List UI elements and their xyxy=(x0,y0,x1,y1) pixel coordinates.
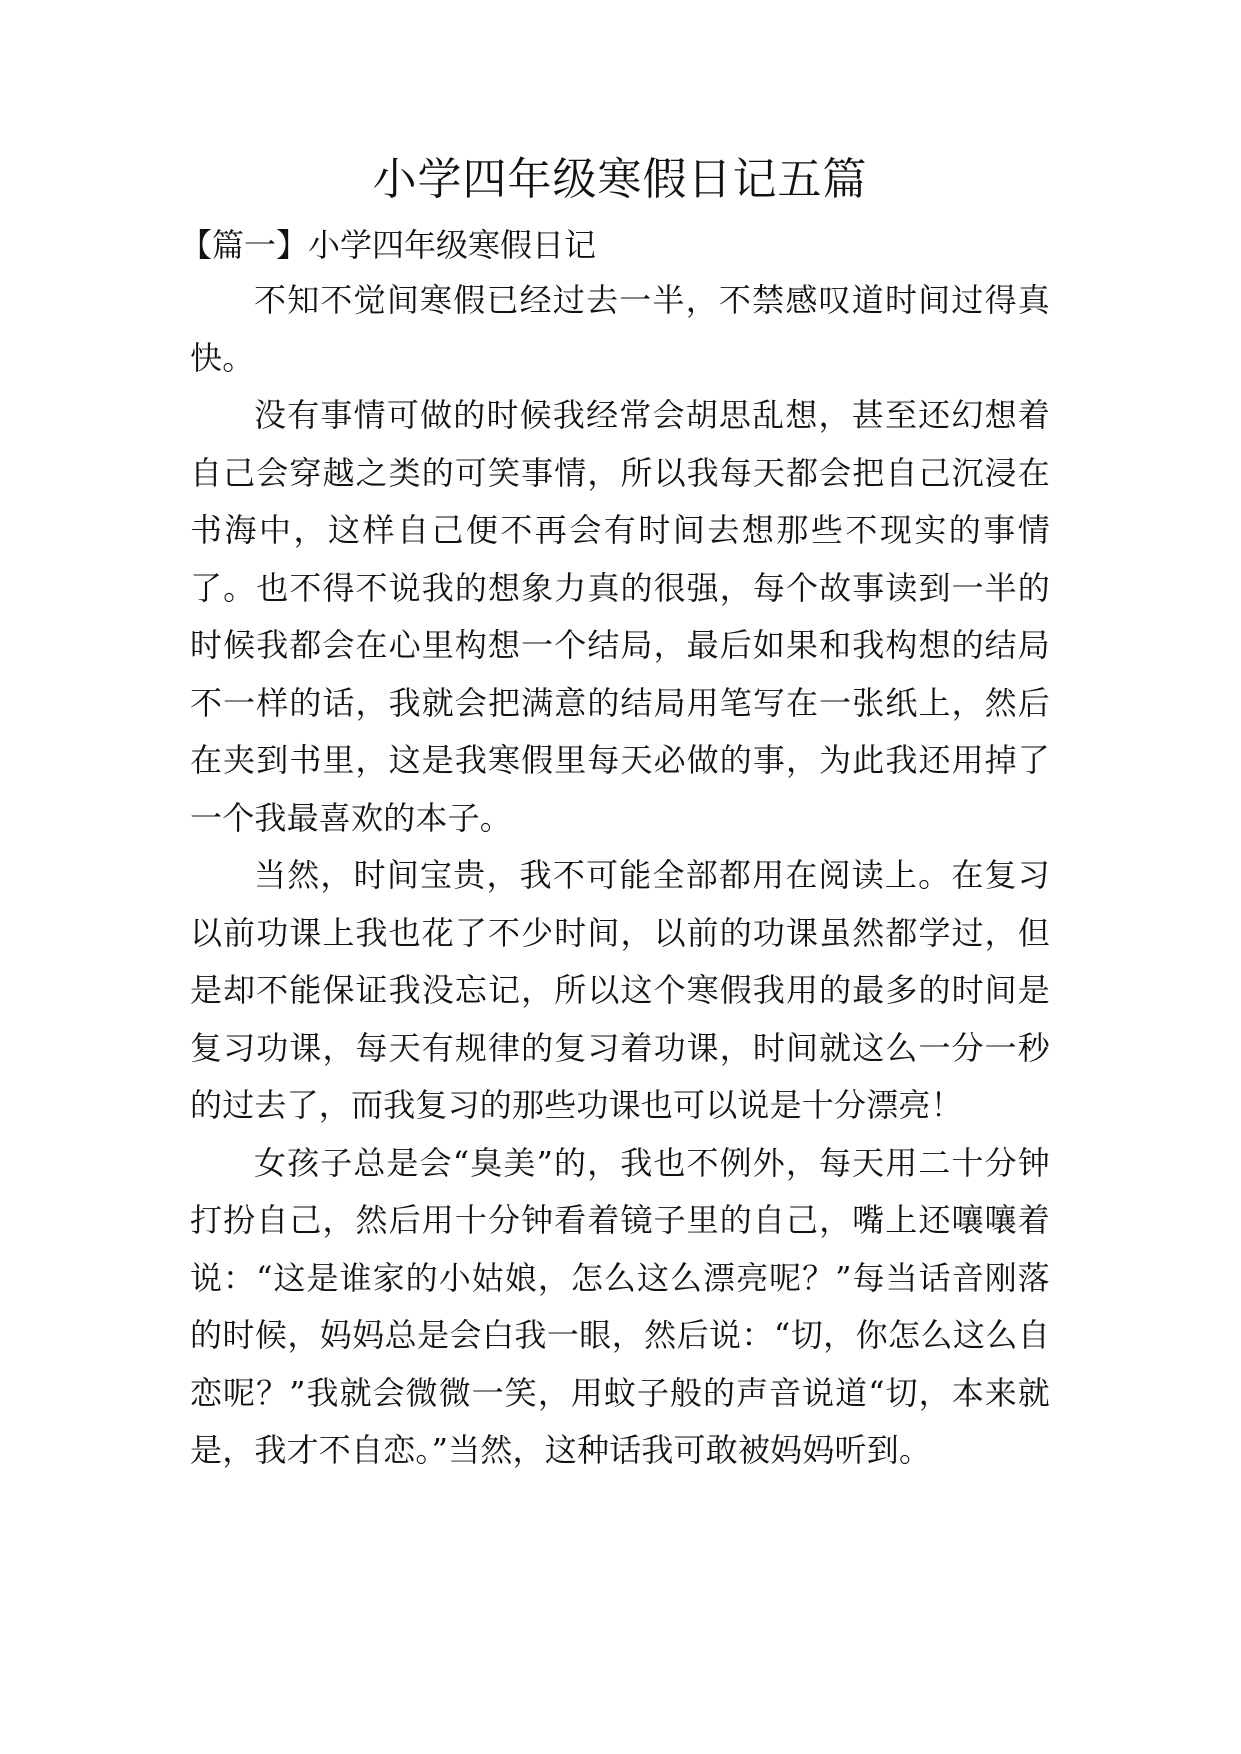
document-title: 小学四年级寒假日记五篇 xyxy=(372,154,868,205)
paragraph-3: 当然，时间宝贵，我不可能全部都用在阅读上。在复习以前功课上我也花了不少时间，以前的功课虽然都学过，但是却不能保证我没忘记，所以这个寒假我用的最多的时间是复习功课，每天有规律的复习着功课，时间就这么一分一秒的过去了，而我复习的那些功课也可以说是十分漂亮！ xyxy=(190,856,1050,1124)
section-heading: 【篇一】小学四年级寒假日记 xyxy=(180,226,597,264)
document-page xyxy=(180,150,1050,1480)
paragraph-1: 不知不觉间寒假已经过去一半，不禁感叹道时间过得真快。 xyxy=(190,281,1050,377)
paragraph-4: 女孩子总是会“臭美”的，我也不例外，每天用二十分钟打扮自己，然后用十分钟看着镜子里的自己，嘴上还嚷嚷着说：“这是谁家的小姑娘，怎么这么漂亮呢？”每当话音刚落的时候，妈妈总是会白我一眼，然后说：“切，你怎么这么自恋呢？”我就会微微一笑，用蚊子般的声音说道“切，本来就是，我才不自恋。”当然，这种话我可敢被妈妈听到。 xyxy=(190,1143,1050,1469)
paragraph-2: 没有事情可做的时候我经常会胡思乱想，甚至还幻想着自己会穿越之类的可笑事情，所以我每天都会把自己沉浸在书海中，这样自己便不再会有时间去想那些不现实的事情了。也不得不说我的想象力真的很强，每个故事读到一半的时候我都会在心里构想一个结局，最后如果和我构想的结局不一样的话，我就会把满意的结局用笔写在一张纸上，然后在夹到书里，这是我寒假里每天必做的事，为此我还用掉了一个我最喜欢的本子。 xyxy=(190,396,1050,837)
